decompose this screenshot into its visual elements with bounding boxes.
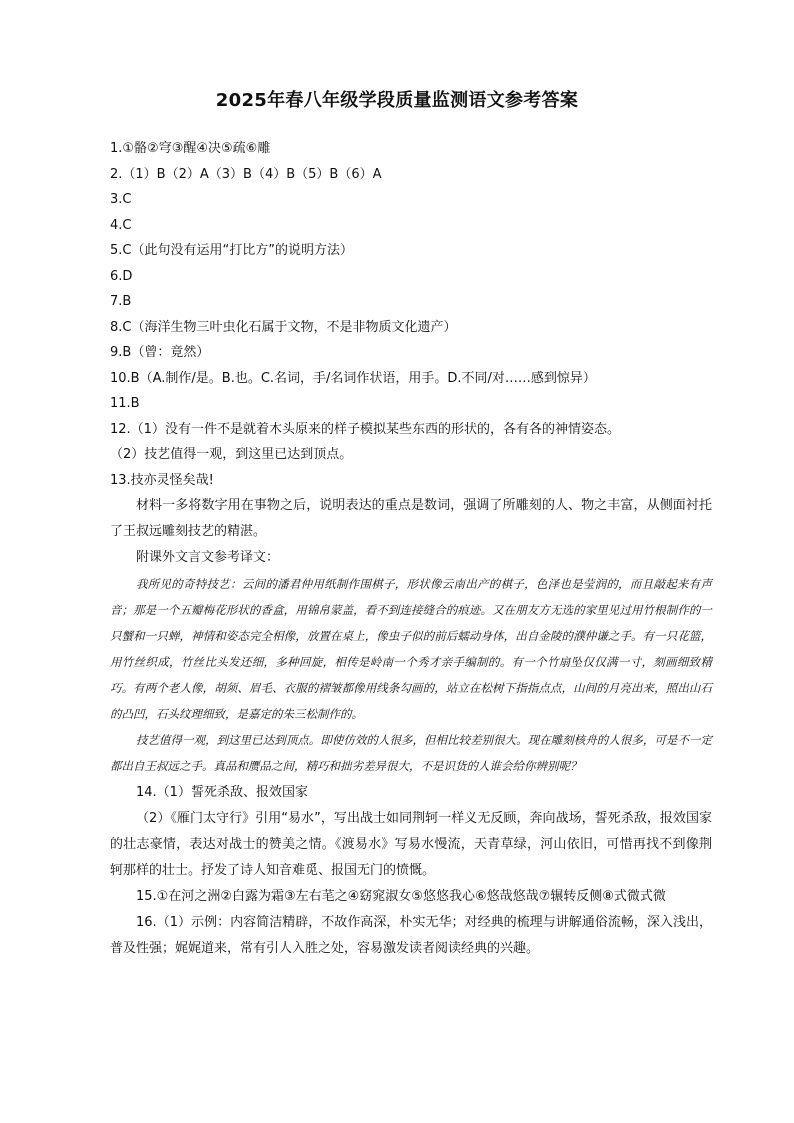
- answer-7: 7.B: [110, 294, 132, 309]
- answer-13-explanation: 材料一多将数字用在事物之后，说明表达的重点是数词，强调了所雕刻的人、物之丰富，从侧面衬托了王叔远雕刻技艺的精湛。: [110, 498, 712, 539]
- answer-5: 5.C（此句没有运用“打比方”的说明方法）: [110, 243, 353, 258]
- answer-12-part-2: （2）技艺值得一观，到这里已达到顶点。: [110, 447, 353, 462]
- answer-1: 1.①骼②穹③醒④决⑤疏⑥雕: [110, 141, 271, 156]
- answer-16-part-1: 16.（1）示例：内容简洁精辟，不故作高深，朴实无华；对经典的梳理与讲解通俗流畅，深入浅出，普及性强；娓娓道来，常有引人入胜之处，容易激发读者阅读经典的兴趣。: [110, 915, 712, 956]
- translation-paragraph-2: 技艺值得一观，到这里已达到顶点。即使仿效的人很多，但相比较差别很大。现在雕刻核舟的人很多，可是不一定都出自王叔远之手。真品和赝品之间，精巧和拙劣差异很大，不是识货的人谁会给你辨别呢？: [110, 733, 712, 773]
- answer-9: 9.B（曾：竟然）: [110, 345, 210, 360]
- translation-label: 附课外文言文参考译文：: [136, 550, 280, 565]
- answer-8: 8.C（海洋生物三叶虫化石属于文物，不是非物质文化遗产）: [110, 319, 457, 335]
- answer-15: 15.①在河之洲②白露为霜③左右芼之④窈窕淑女⑤悠悠我心⑥悠哉悠哉⑦辗转反侧⑧式微式微: [136, 889, 666, 904]
- answer-6: 6.D: [110, 268, 133, 284]
- answer-3: 3.C: [110, 192, 132, 207]
- answer-2: 2.（1）B（2）A（3）B（4）B（5）B（6）A: [110, 166, 382, 182]
- page-title: 2025年春八年级学段质量监测语文参考答案: [215, 90, 579, 111]
- answer-10: 10.B（A.制作/是。B.也。C.名词，手/名词作状语，用手。D.不同/对……感到惊异）: [110, 370, 596, 386]
- translation-paragraph-1: 我所见的奇特技艺：云间的潘君仲用纸制作围棋子，形状像云南出产的棋子，色泽也是莹润的，而且敲起来有声音；那是一个五瓣梅花形状的香盒，用锦帛蒙盖，看不到连接缝合的痕迹。又在朋友方无选的家里见过用竹根制作的一只蟹和一只蝉，神情和姿态完全相像，放置在桌上，像虫子似的前后蠕动身体，出自金陵的濮仲谦之手。有一只花篮，用竹丝织成，竹丝比头发还细，多种回旋，相传是岭南一个秀才亲手编制的。有一个竹扇坠仅仅满一寸，刻画细致精巧。有两个老人像，胡须、眉毛、衣服的褶皱都像用线条勾画的，站立在松树下指指点点，山间的月亮出来，照出山石的凸凹，石头纹理细致，是嘉定的朱三松制作的。: [110, 577, 712, 721]
- answer-12-part-1: 12.（1）没有一件不是就着木头原来的样子模拟某些东西的形状的，各有各的神情姿态。: [110, 421, 620, 437]
- answer-13: 13.技亦灵怪矣哉!: [110, 472, 214, 488]
- answer-14-part-1: 14.（1）誓死杀敌、报效国家: [136, 785, 308, 800]
- answer-list: [110, 136, 712, 962]
- answer-11: 11.B: [110, 396, 140, 411]
- answer-14-part-2: （2）《雁门太守行》引用“易水”，写出战士如同荆轲一样义无反顾，奔向战场，誓死杀敌，报效国家的壮志豪情，表达对战士的赞美之情。《渡易水》写易水慢流，天青草绿，河山依旧，可惜再找不到像荆轲那样的壮士。抒发了诗人知音难觅、报国无门的愤慨。: [110, 811, 712, 878]
- answer-4: 4.C: [110, 217, 132, 233]
